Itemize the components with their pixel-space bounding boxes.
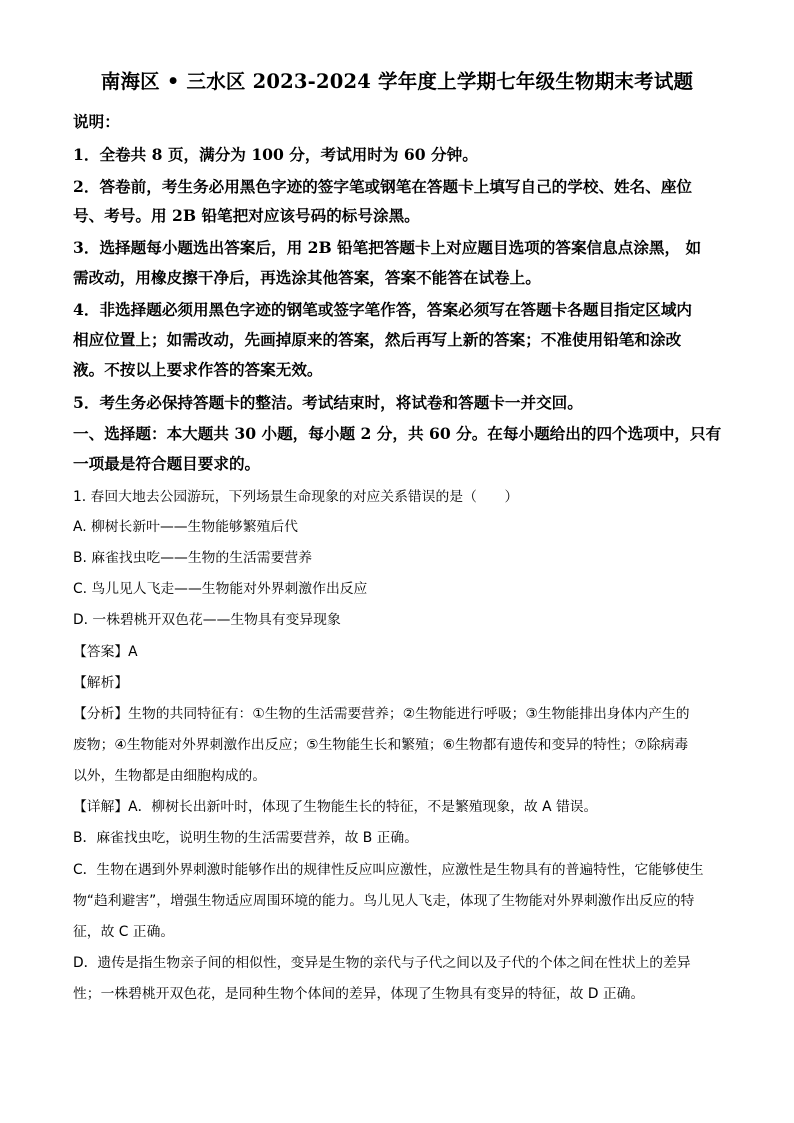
instruction-line: 需改动，用橡皮擦干净后，再选涂其他答案，答案不能答在试卷上。: [73, 268, 541, 287]
analysis-label: 【解析】: [73, 675, 129, 691]
option-c: C. 鸟儿见人飞走——生物能对外界刺激作出反应: [73, 581, 368, 597]
explanation-line: B．麻雀找虫吃，说明生物的生活需要营养，故 B 正确。: [73, 830, 419, 846]
instructions-heading: 说明：: [73, 112, 120, 131]
instruction-line: 4．非选择题必须用黑色字迹的钢笔或签字笔作答，答案必须写在答题卡各题目指定区域内: [73, 300, 693, 319]
instruction-line: 相应位置上；如需改动，先画掉原来的答案，然后再写上新的答案；不准使用铅笔和涂改: [73, 330, 682, 349]
option-b: B. 麻雀找虫吃——生物的生活需要营养: [73, 550, 312, 566]
instruction-line: 1．全卷共 8 页，满分为 100 分，考试用时为 60 分钟。: [73, 145, 478, 164]
explanation-line: 物“趋利避害”，增强生物适应周围环境的能力。鸟儿见人飞走，体现了生物能对外界刺激作出反应的特: [73, 893, 695, 909]
explanation-line: 征，故 C 正确。: [73, 924, 175, 940]
explanation-line: 【详解】A．柳树长出新叶时，体现了生物能生长的特征，不是繁殖现象，故 A 错误。: [73, 799, 598, 815]
option-d: D. 一株碧桃开双色花——生物具有变异现象: [73, 612, 341, 628]
section-heading: 一项最是符合题目要求的。: [73, 454, 261, 473]
explanation-line: 以外，生物都是由细胞构成的。: [73, 768, 267, 784]
instruction-line: 号、考号。用 2B 铅笔把对应该号码的标号涂黑。: [73, 206, 420, 225]
explanation-line: 【分析】生物的共同特征有：①生物的生活需要营养；②生物能进行呼吸；③生物能排出身体内产生的: [73, 706, 690, 722]
instruction-line: 5．考生务必保持答题卡的整洁。考试结束时，将试卷和答题卡一并交回。: [73, 393, 583, 412]
explanation-line: 性；一株碧桃开双色花，是同种生物个体间的差异，体现了生物具有变异的特征，故 D 正确。: [73, 986, 645, 1002]
exam-title: 南海区 • 三水区 2023-2024 学年度上学期七年级生物期末考试题: [100, 70, 694, 93]
instruction-line: 3．选择题每小题选出答案后，用 2B 铅笔把答题卡上对应题目选项的答案信息点涂黑， 如: [73, 238, 702, 257]
instruction-line: 液。不按以上要求作答的答案无效。: [73, 360, 323, 379]
explanation-line: 废物；④生物能对外界刺激作出反应；⑤生物能生长和繁殖；⑥生物都有遗传和变异的特性；⑦除病毒: [73, 737, 689, 753]
explanation-line: C．生物在遇到外界刺激时能够作出的规律性反应叫应激性，应激性是生物具有的普遍特性，它能够使生: [73, 862, 704, 878]
explanation-line: D．遗传是指生物亲子间的相似性，变异是生物的亲代与子代之间以及子代的个体之间在性状上的差异: [73, 955, 691, 971]
section-heading: 一、选择题：本大题共 30 小题，每小题 2 分，共 60 分。在每小题给出的四个选项中，只有: [73, 424, 722, 443]
option-a: A. 柳树长新叶——生物能够繁殖后代: [73, 519, 298, 535]
instruction-line: 2．答卷前，考生务必用黑色字迹的签字笔或钢笔在答题卡上填写自己的学校、姓名、座位: [73, 177, 693, 196]
answer-label: 【答案】A: [73, 644, 138, 660]
question-stem: 1. 春回大地去公园游玩，下列场景生命现象的对应关系错误的是（ ）: [73, 489, 519, 505]
